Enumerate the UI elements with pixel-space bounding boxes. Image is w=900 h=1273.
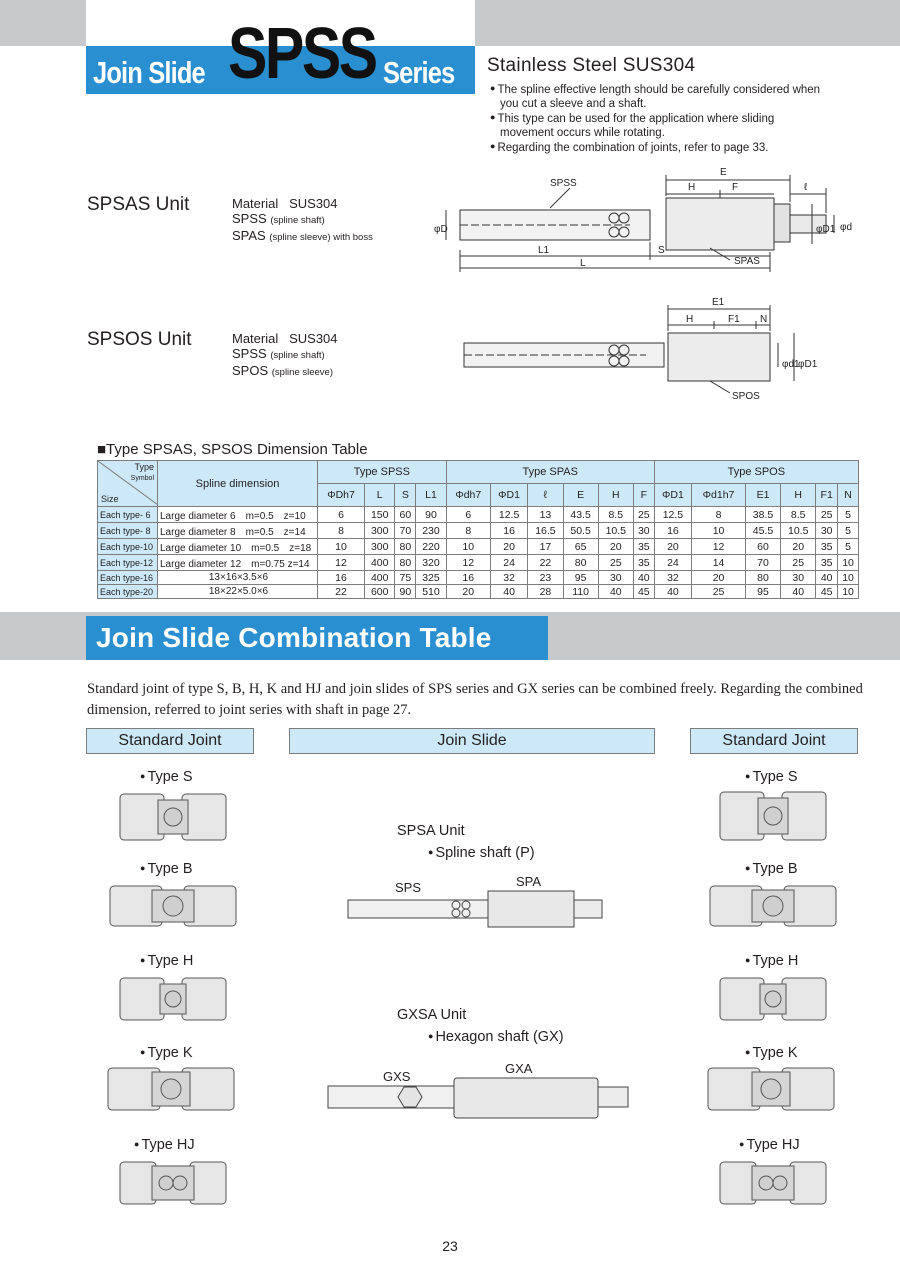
table-cell: 6 — [318, 507, 365, 523]
lbl-f: F — [732, 182, 739, 193]
spsa-sleeve-label: SPA — [516, 874, 542, 889]
table-cell: 38.5 — [745, 507, 780, 523]
table-row — [98, 571, 859, 585]
table-cell: 35 — [633, 555, 654, 571]
right-type-b-label: ● Type B — [745, 861, 798, 877]
col-head-right: Standard Joint — [690, 728, 858, 754]
gxsa-unit-title: GXSA Unit — [397, 1007, 467, 1023]
lbl-phid1-small: φd1 — [782, 359, 800, 370]
table-cell: 60 — [395, 507, 416, 523]
table-cell: 10 — [838, 571, 859, 585]
table-title: ■Type SPSAS, SPSOS Dimension Table — [97, 441, 368, 458]
lbl-n: N — [760, 314, 768, 325]
table-cell: 8.5 — [598, 507, 633, 523]
table-cell: 35 — [633, 539, 654, 555]
table-cell: 300 — [365, 523, 395, 539]
table-cell: 10 — [838, 585, 859, 599]
table-cell: 45.5 — [745, 523, 780, 539]
right-type-s-label: ● Type S — [745, 769, 798, 785]
table-cell: 110 — [563, 585, 598, 599]
lbl-spss: SPSS — [550, 178, 577, 189]
left-joint-hj-image — [118, 1158, 228, 1208]
col-header: S — [395, 484, 416, 507]
lbl-spas: SPAS — [734, 256, 760, 267]
table-cell: 10 — [838, 555, 859, 571]
col-header: L1 — [416, 484, 446, 507]
title-spss: SPSS — [228, 14, 376, 94]
row-spline: Large diameter 8 m=0.5 z=14 — [158, 523, 318, 539]
table-cell: 45 — [816, 585, 838, 599]
left-joint-b-image — [108, 882, 238, 930]
spsos-unit-title: SPSOS Unit — [87, 329, 192, 350]
group-spas: Type SPAS — [446, 461, 654, 484]
table-cell: 40 — [598, 585, 633, 599]
table-cell: 10 — [446, 539, 490, 555]
col-header: ΦD1 — [654, 484, 691, 507]
gxsa-unit-sub: ● Hexagon shaft (GX) — [428, 1029, 564, 1045]
table-cell: 10.5 — [781, 523, 816, 539]
table-cell: 40 — [654, 585, 691, 599]
table-cell: 510 — [416, 585, 446, 599]
table-cell: 32 — [654, 571, 691, 585]
table-cell: 25 — [598, 555, 633, 571]
table-cell: 10.5 — [598, 523, 633, 539]
col-header: ΦDh7 — [318, 484, 365, 507]
table-cell: 25 — [692, 585, 746, 599]
page-number: 23 — [442, 1238, 458, 1254]
col-header: F1 — [816, 484, 838, 507]
table-cell: 23 — [528, 571, 563, 585]
table-cell: 30 — [633, 523, 654, 539]
col-head-left: Standard Joint — [86, 728, 254, 754]
row-spline: 13×16×3.5×6 — [158, 571, 318, 585]
spsa-unit-sub: ● Spline shaft (P) — [428, 845, 535, 861]
dimension-table — [97, 460, 859, 599]
table-cell: 20 — [781, 539, 816, 555]
right-type-hj-label: ● Type HJ — [739, 1137, 800, 1153]
table-cell: 16 — [654, 523, 691, 539]
table-cell: 320 — [416, 555, 446, 571]
col-header: ℓ — [528, 484, 563, 507]
row-spline: 18×22×5.0×6 — [158, 585, 318, 599]
spsa-drawing — [346, 888, 606, 930]
table-cell: 22 — [318, 585, 365, 599]
lbl-f1: F1 — [728, 314, 740, 325]
table-cell: 24 — [490, 555, 527, 571]
table-cell: 230 — [416, 523, 446, 539]
table-cell: 30 — [781, 571, 816, 585]
table-cell: 40 — [490, 585, 527, 599]
table-row — [98, 523, 859, 539]
left-type-hj-label: ● Type HJ — [134, 1137, 195, 1153]
row-spline: Large diameter 6 m=0.5 z=10 — [158, 507, 318, 523]
lbl-s: S — [658, 245, 665, 256]
row-size: Each type-16 — [98, 571, 158, 585]
left-type-s-label: ● Type S — [140, 769, 193, 785]
table-row — [98, 507, 859, 523]
row-spline: Large diameter 10 m=0.5 z=18 — [158, 539, 318, 555]
table-cell: 150 — [365, 507, 395, 523]
table-row — [98, 539, 859, 555]
table-cell: 600 — [365, 585, 395, 599]
table-cell: 24 — [654, 555, 691, 571]
table-cell: 95 — [745, 585, 780, 599]
col-header: E1 — [745, 484, 780, 507]
lbl-l1: L1 — [538, 245, 550, 256]
col-header: L — [365, 484, 395, 507]
table-cell: 12 — [318, 555, 365, 571]
table-cell: 5 — [838, 539, 859, 555]
table-cell: 40 — [633, 571, 654, 585]
table-cell: 300 — [365, 539, 395, 555]
left-joint-s-image — [118, 790, 228, 844]
col-header: H — [598, 484, 633, 507]
lbl-spos: SPOS — [732, 391, 760, 402]
note-item: ● The spline effective length should be carefully considered when you cut a sleeve and a shaft. — [490, 83, 821, 110]
table-cell: 16.5 — [528, 523, 563, 539]
table-cell: 80 — [745, 571, 780, 585]
table-cell: 35 — [816, 555, 838, 571]
table-cell: 80 — [563, 555, 598, 571]
left-type-k-label: ● Type K — [140, 1045, 193, 1061]
group-spss: Type SPSS — [318, 461, 447, 484]
table-cell: 60 — [745, 539, 780, 555]
table-cell: 16 — [318, 571, 365, 585]
table-cell: 5 — [838, 507, 859, 523]
table-cell: 70 — [745, 555, 780, 571]
table-cell: 12 — [446, 555, 490, 571]
table-cell: 5 — [838, 523, 859, 539]
table-cell: 20 — [446, 585, 490, 599]
table-cell: 43.5 — [563, 507, 598, 523]
col-header: H — [781, 484, 816, 507]
table-cell: 16 — [446, 571, 490, 585]
table-cell: 8 — [446, 523, 490, 539]
table-cell: 22 — [528, 555, 563, 571]
table-cell: 95 — [563, 571, 598, 585]
lbl-phid: φD — [434, 224, 448, 235]
table-cell: 32 — [490, 571, 527, 585]
table-cell: 13 — [528, 507, 563, 523]
table-cell: 80 — [395, 555, 416, 571]
right-joint-h-image — [718, 974, 828, 1024]
table-row — [98, 585, 859, 599]
left-type-h-label: ● Type H — [140, 953, 194, 969]
corner-cell: Type Symbol Size — [98, 461, 158, 507]
table-cell: 10 — [692, 523, 746, 539]
right-type-h-label: ● Type H — [745, 953, 799, 969]
row-spline: Large diameter 12 m=0.75 z=14 — [158, 555, 318, 571]
title-series: Series — [383, 55, 455, 90]
table-cell: 65 — [563, 539, 598, 555]
spsas-unit-title: SPSAS Unit — [87, 194, 190, 215]
row-size: Each type- 6 — [98, 507, 158, 523]
spline-header: Spline dimension — [158, 461, 318, 507]
gxsa-drawing — [326, 1076, 632, 1120]
right-type-k-label: ● Type K — [745, 1045, 798, 1061]
table-cell: 8.5 — [781, 507, 816, 523]
right-joint-b-image — [708, 882, 838, 930]
table-cell: 25 — [633, 507, 654, 523]
table-cell: 40 — [816, 571, 838, 585]
table-cell: 8 — [318, 523, 365, 539]
group-spos: Type SPOS — [654, 461, 858, 484]
table-cell: 12 — [692, 539, 746, 555]
table-cell: 70 — [395, 523, 416, 539]
table-cell: 25 — [816, 507, 838, 523]
spsa-unit-title: SPSA Unit — [397, 823, 465, 839]
right-joint-hj-image — [718, 1158, 828, 1208]
table-cell: 20 — [654, 539, 691, 555]
row-size: Each type-12 — [98, 555, 158, 571]
table-cell: 90 — [416, 507, 446, 523]
table-cell: 35 — [816, 539, 838, 555]
spsa-shaft-label: SPS — [395, 880, 422, 895]
table-cell: 16 — [490, 523, 527, 539]
gxsa-sleeve-label: GXA — [505, 1061, 533, 1076]
right-joint-k-image — [706, 1064, 836, 1114]
table-cell: 28 — [528, 585, 563, 599]
table-cell: 17 — [528, 539, 563, 555]
col-header: N — [838, 484, 859, 507]
table-cell: 75 — [395, 571, 416, 585]
combination-paragraph: Standard joint of type S, B, H, K and HJ and join slides of SPS series and GX series can be combined freely. Regarding the combined dimension, referred to joint series with shaft in page 27. — [87, 681, 863, 718]
col-header: ΦD1 — [490, 484, 527, 507]
lbl-L: L — [580, 258, 586, 269]
col-header: F — [633, 484, 654, 507]
lbl-h2: H — [686, 314, 694, 325]
table-cell: 8 — [692, 507, 746, 523]
lbl-h: H — [688, 182, 696, 193]
row-size: Each type- 8 — [98, 523, 158, 539]
table-cell: 80 — [395, 539, 416, 555]
left-joint-k-image — [106, 1064, 236, 1114]
table-cell: 50.5 — [563, 523, 598, 539]
table-cell: 10 — [318, 539, 365, 555]
spsas-material: Material SUS304 SPSS (spline shaft) SPAS (spline sleeve) with boss — [232, 196, 373, 243]
table-cell: 20 — [598, 539, 633, 555]
table-row — [98, 555, 859, 571]
spsas-drawing — [430, 160, 870, 280]
table-cell: 400 — [365, 571, 395, 585]
lbl-phid1-big: φD1 — [798, 359, 818, 370]
table-cell: 90 — [395, 585, 416, 599]
spsos-drawing — [430, 295, 850, 405]
row-size: Each type-10 — [98, 539, 158, 555]
left-joint-h-image — [118, 974, 228, 1024]
table-cell: 14 — [692, 555, 746, 571]
table-cell: 6 — [446, 507, 490, 523]
title-join-slide: Join Slide — [93, 55, 205, 90]
col-header: Φdh7 — [446, 484, 490, 507]
lbl-phid-small: φd — [840, 222, 853, 233]
note-item: ● Regarding the combination of joints, refer to page 33. — [490, 141, 769, 154]
note-list — [490, 82, 830, 156]
table-cell: 325 — [416, 571, 446, 585]
row-size: Each type-20 — [98, 585, 158, 599]
table-cell: 20 — [490, 539, 527, 555]
table-cell: 400 — [365, 555, 395, 571]
col-header: Φd1h7 — [692, 484, 746, 507]
lbl-l: ℓ — [804, 182, 808, 193]
combination-title: Join Slide Combination Table — [96, 622, 492, 653]
material-title: Stainless Steel SUS304 — [487, 55, 696, 76]
col-header: E — [563, 484, 598, 507]
table-cell: 12.5 — [490, 507, 527, 523]
table-cell: 220 — [416, 539, 446, 555]
spsos-material: Material SUS304 SPSS (spline shaft) SPOS (spline sleeve) — [232, 331, 338, 378]
lbl-phid1: φD1 — [816, 224, 836, 235]
table-cell: 45 — [633, 585, 654, 599]
lbl-e: E — [720, 167, 727, 178]
lbl-e1: E1 — [712, 297, 725, 308]
table-cell: 20 — [692, 571, 746, 585]
table-cell: 25 — [781, 555, 816, 571]
gxsa-shaft-label: GXS — [383, 1069, 411, 1084]
table-cell: 30 — [816, 523, 838, 539]
table-cell: 40 — [781, 585, 816, 599]
left-type-b-label: ● Type B — [140, 861, 193, 877]
table-cell: 30 — [598, 571, 633, 585]
table-cell: 12.5 — [654, 507, 691, 523]
col-head-mid: Join Slide — [289, 728, 655, 754]
note-item: ● This type can be used for the application where sliding movement occurs while rotating. — [490, 112, 775, 139]
right-joint-s-image — [718, 788, 828, 844]
